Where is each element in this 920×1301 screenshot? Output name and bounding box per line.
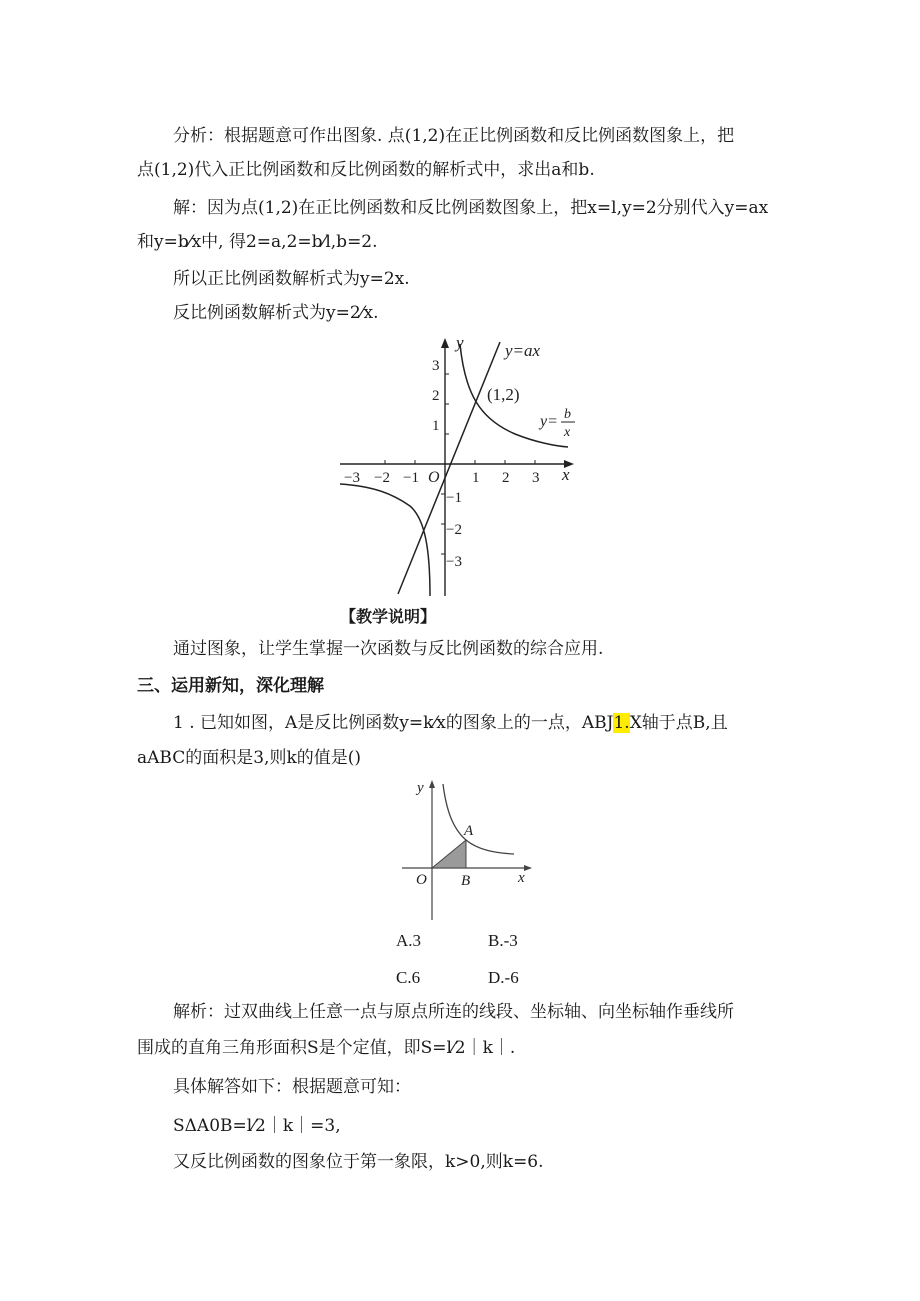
highlight-mark: 1. [613,713,630,733]
solution-line-4: 反比例函数解析式为y=2⁄x. [173,303,379,323]
analysis-line-2: 点(1,2)代入正比例函数和反比例函数的解析式中，求出a和b. [137,160,595,180]
y-tick-1: 1 [432,418,440,434]
origin-label: O [416,872,427,888]
question-1-part-2: X轴于点B,且 [629,713,728,733]
explanation-line-2: 围成的直角三角形面积S是个定值，即S=l⁄2｜k｜. [137,1038,516,1058]
explanation-line-4: SΔA0B=l⁄2｜k｜=3, [173,1116,341,1136]
y-tick-neg3: −3 [446,554,462,570]
solution-line-3: 所以正比例函数解析式为y=2x. [173,269,410,289]
option-c: C.6 [396,968,421,987]
y-axis-arrow-icon [429,780,435,788]
y-tick-neg2: −2 [446,522,462,538]
x-axis-arrow-icon [524,865,532,871]
function-graph-1 [330,334,590,602]
axis-x-label: x [518,870,525,886]
axis-x-label: x [562,465,570,484]
axis-y-label: y [456,334,464,352]
analysis-line-1: 分析：根据题意可作出图象. 点(1,2)在正比例函数和反比例函数图象上，把 [173,126,735,146]
teaching-note-title: 【教学说明】 [340,607,437,626]
explanation-line-5: 又反比例函数的图象位于第一象限，k>0,则k=6. [173,1152,544,1172]
solution-line-2: 和y=b⁄x中, 得2=a,2=b⁄l,b=2. [137,232,378,252]
x-tick-3: 3 [532,470,540,486]
curve-label-numerator: b [564,407,571,422]
explanation-line-3: 具体解答如下：根据题意可知： [173,1077,411,1097]
solution-line-1: 解：因为点(1,2)在正比例函数和反比例函数图象上，把x=l,y=2分别代入y=ax [173,198,769,218]
y-tick-2: 2 [432,388,440,404]
y-axis-arrow-icon [441,338,449,348]
axis-y-label: y [417,780,424,796]
curve-label-prefix: y= [540,413,558,430]
option-a: A.3 [396,931,422,950]
hyperbola-branch-left [340,484,430,596]
question-1-line-2: aABC的面积是3,则k的值是() [137,748,362,768]
x-tick-neg3: −3 [344,470,360,486]
x-tick-1: 1 [472,470,480,486]
triangle-aob [432,840,466,868]
option-b: B.-3 [488,931,518,950]
point-a-label: A [464,823,474,839]
point-label: (1,2) [487,385,520,404]
option-d: D.-6 [488,968,519,987]
function-graph-2 [400,778,540,923]
origin-label: O [428,469,440,486]
x-tick-neg1: −1 [403,470,419,486]
y-tick-neg1: −1 [446,490,462,506]
section-3-title: 三、运用新知，深化理解 [137,676,324,696]
line-label: y=ax [505,341,541,360]
y-tick-3: 3 [432,358,440,374]
question-1-part-1: 1 . 已知如图，A是反比例函数y=k⁄x的图象上的一点，ABJ [173,713,614,733]
teaching-note-text: 通过图象，让学生掌握一次函数与反比例函数的综合应用. [173,639,604,659]
x-tick-2: 2 [502,470,510,486]
x-tick-neg2: −2 [374,470,390,486]
explanation-line-1: 解析：过双曲线上任意一点与原点所连的线段、坐标轴、向坐标轴作垂线所 [173,1002,734,1022]
hyperbola-curve [443,784,514,854]
question-1-line-1 [173,711,728,735]
point-b-label: B [461,873,471,889]
curve-label-denominator: x [564,425,571,440]
